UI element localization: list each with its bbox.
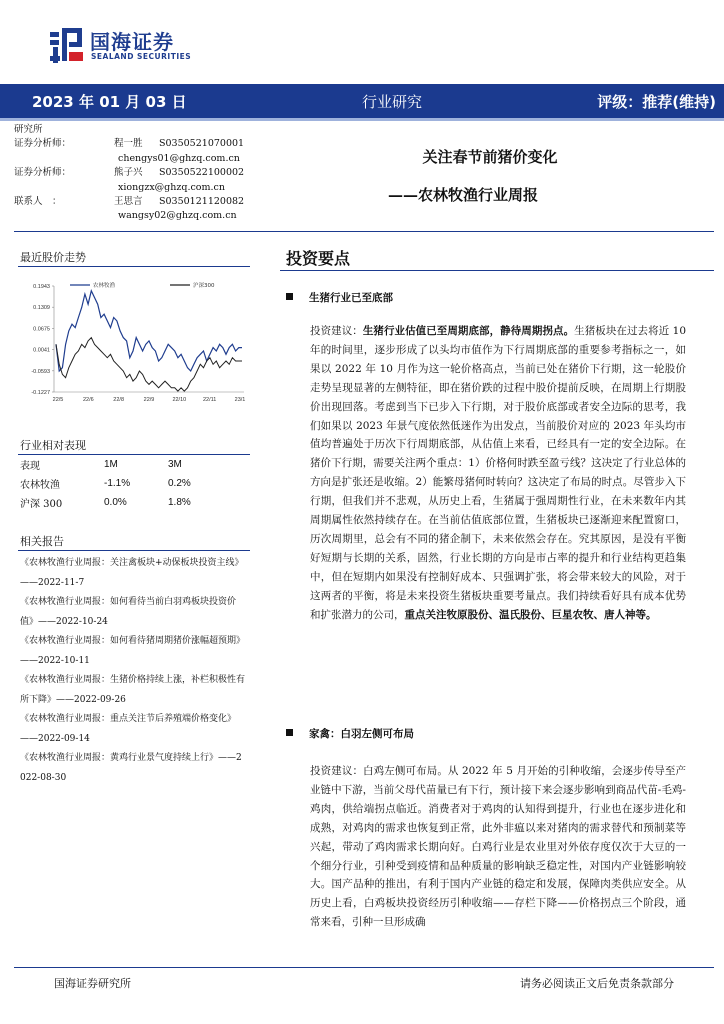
x-tick-label: 22/9 — [143, 397, 155, 403]
company-logo — [50, 24, 190, 68]
subsection-title: 生猪行业已至底部 — [309, 292, 393, 304]
footer-right: 请务必阅读正文后免责条款部分 — [520, 977, 674, 990]
table-row — [20, 493, 218, 512]
stock-price-chart — [18, 278, 250, 410]
divider — [18, 550, 250, 551]
table-header-cell: 3M — [168, 459, 182, 470]
analyst-role: 证券分析师： — [14, 138, 72, 150]
paragraph — [310, 762, 686, 932]
table-cell: 0.2% — [168, 478, 191, 489]
x-tick-label: 22/5 — [52, 397, 64, 403]
section-title: 投资要点 — [286, 249, 351, 268]
y-tick-label: -0.1227 — [31, 390, 50, 396]
analyst-role: 证券分析师： — [14, 167, 72, 179]
analyst-role: 联系人 ： — [14, 196, 62, 208]
table-header-row — [20, 455, 218, 474]
analyst-email[interactable]: xiongzx@ghzq.com.cn — [118, 181, 225, 193]
table-row — [20, 474, 218, 493]
analyst-cert: S0350522100002 — [159, 167, 245, 179]
performance-title: 行业相对表现 — [20, 439, 86, 452]
divider — [14, 231, 714, 232]
table-header-cell: 1M — [104, 459, 118, 470]
y-tick-label: 0.1943 — [33, 284, 50, 290]
y-tick-label: -0.0593 — [31, 368, 50, 375]
related-report-link[interactable]: 《农林牧渔行业周报：生猪价格持续上涨，补栏积极性有所下降》——2022-09-26 — [20, 675, 246, 705]
related-report-link[interactable]: 《农林牧渔行业周报：如何看待猪周期猪价涨幅超预期》——2022-10-11 — [20, 636, 246, 666]
analyst-cert: S0350121120082 — [159, 196, 245, 208]
y-tick-label: 0.1309 — [33, 305, 50, 312]
related-report-link[interactable]: 《农林牧渔行业周报：如何看待当前白羽鸡板块投资价值》——2022-10-24 — [20, 597, 237, 627]
analyst-name: 熊子兴 — [114, 167, 143, 179]
related-report-link[interactable]: 《农林牧渔行业周报：重点关注节后养殖端价格变化》——2022-09-14 — [20, 714, 237, 744]
footer-left: 国海证券研究所 — [54, 977, 131, 990]
paragraph-text: 生猪板块在过去将近 10 年的时间里，逐步形成了以头均市值作为下行周期底部的重要参考指标之一，如果以 2022 年 10 月作为这一轮价格高点，当前已处在猪价下行期，这一轮股价走势呈现显著的左侧特征，即在猪价跌的过程中股价提前反映，在周期上行期股价出现回落。考虑到当下已步入下行期，对于股价底部或者安全边际的思考，我们如果以 2023 年景气度依然低迷作为出发点，当前股价对应的 2023 年头均市值均普遍处于历次下行周期底部，从估值上来看，已经具有一定的安全边际。在猪价下行期，需要关注两个重点：1）价格何时跌至盈亏线？这决定了行业总体的方向是扩张还是收缩。2）能繁母猪何时转向？这决定了布局的时点。尽管步入下行期，但我们并不悲观，从历史上看，生猪属于强周期性行业，在未来数年内其周期属性依然持续存在。在当前估值底部位置，生猪板块已逐渐迎来配置窗口，历次周期里，总会有不同的猪企制下，未来依然会存在。究其原因，是没有平衡好短期与长期的关系，固然，行业长期的方向是市占率的提升和行业结构更趋集中，但在短期内如果没有控制好成本、只强调扩张，将会带来较大的风险，对于这两者的平衡，将是未来投资生猪板块重要考量点。我们持续看好具有成本优势和扩张潜力的公司， — [310, 325, 686, 621]
x-tick-label: 22/6 — [82, 397, 94, 403]
x-tick-label: 23/1 — [234, 397, 246, 403]
report-date: 2023 年 01 月 03 日 — [32, 93, 187, 111]
x-tick-label: 22/10 — [172, 397, 187, 403]
title-block — [370, 146, 610, 167]
analyst-name: 王思言 — [114, 196, 143, 208]
rating: 评级：推荐(维持) — [597, 93, 716, 111]
banner-underline — [0, 118, 724, 121]
paragraph-lead: 投资建议： — [310, 325, 363, 337]
performance-table — [20, 455, 218, 512]
subsection-heading — [286, 726, 414, 741]
footer-divider — [14, 967, 714, 968]
analyst-email[interactable]: chengys01@ghzq.com.cn — [118, 152, 240, 164]
y-tick-label: 0.0675 — [33, 326, 50, 333]
legend-label: 农林牧渔 — [93, 283, 116, 289]
y-tick-label: 0.0041 — [33, 347, 50, 354]
logo-text-cn: 国海证券 — [90, 30, 174, 54]
x-tick-label: 22/11 — [202, 397, 217, 403]
stock-trend-title: 最近股价走势 — [20, 251, 86, 264]
x-tick-label: 22/8 — [113, 397, 125, 403]
subsection-title: 家禽：白羽左侧可布局 — [309, 728, 414, 740]
table-header-cell: 表现 — [20, 461, 40, 472]
series-line-hs300 — [56, 338, 242, 392]
divider — [18, 266, 250, 267]
analyst-email[interactable]: wangsy02@ghzq.com.cn — [118, 210, 237, 222]
paragraph-bold: 重点关注牧原股份、温氏股份、巨星农牧、唐人神等。 — [404, 608, 657, 621]
report-title: 关注春节前猪价变化 — [422, 148, 558, 166]
table-cell: 0.0% — [104, 497, 127, 508]
table-cell: -1.1% — [104, 478, 131, 489]
analyst-row — [14, 137, 244, 151]
analyst-row — [14, 166, 244, 180]
report-subtitle: ——农林牧渔行业周报 — [388, 186, 539, 204]
logo-mark-icon — [50, 26, 84, 64]
bullet-square-icon — [286, 293, 293, 300]
paragraph-bold: 生猪行业估值已至周期底部，静待周期拐点。 — [362, 325, 575, 337]
series-line-agri — [56, 291, 242, 371]
paragraph-text: 投资建议：白鸡左侧可布局。从 2022 年 5 月开始的引种收缩，会逐步传导至产业链中下游，当前父母代苗量已有下行，预计接下来会逐步影响到商品代苗-毛鸡-鸡肉，供给端拐点临近。消费者对于鸡肉的认知得到提升，行业也在逐步进化和成熟，对鸡肉的需求也恢复到正常，此外非瘟以来对猪肉的需求替代和预制菜等兴起，带动了鸡肉需求长期向好。白鸡行业是农业里对外依存度仅次于大豆的一个细分行业，引种受到疫情和品种质量的影响缺乏稳定性，对国内产业链影响较大。国产品种的推出，有利于国内产业链的稳定和发展，保障肉类供应安全。从历史上看，白鸡板块投资经历引种收缩——存栏下降——价格拐点三个阶段，通常来看，引种一旦形成确 — [310, 765, 686, 929]
divider — [280, 270, 714, 271]
analyst-name: 程一胜 — [114, 138, 143, 150]
table-cell: 农林牧渔 — [20, 480, 60, 491]
related-report-link[interactable]: 《农林牧渔行业周报：黄鸡行业景气度持续上行》——2022-08-30 — [20, 753, 242, 783]
legend-label: 沪深300 — [193, 283, 215, 289]
report-type: 行业研究 — [362, 93, 423, 111]
table-cell: 1.8% — [168, 497, 191, 508]
analyst-cert: S0350521070001 — [159, 138, 245, 150]
header-banner — [0, 84, 724, 118]
paragraph — [310, 322, 686, 625]
logo-text-en: SEALAND SECURITIES — [91, 52, 192, 61]
table-cell: 沪深 300 — [20, 499, 63, 510]
subsection-heading — [286, 290, 393, 305]
bullet-square-icon — [286, 729, 293, 736]
analyst-info — [14, 123, 244, 224]
related-reports-title: 相关报告 — [20, 535, 64, 548]
section-label: 研究所 — [14, 124, 43, 135]
related-reports-list — [20, 554, 246, 788]
analyst-row — [14, 195, 244, 209]
related-report-link[interactable]: 《农林牧渔行业周报：关注禽板块+动保板块投资主线》——2022-11-7 — [20, 558, 244, 588]
